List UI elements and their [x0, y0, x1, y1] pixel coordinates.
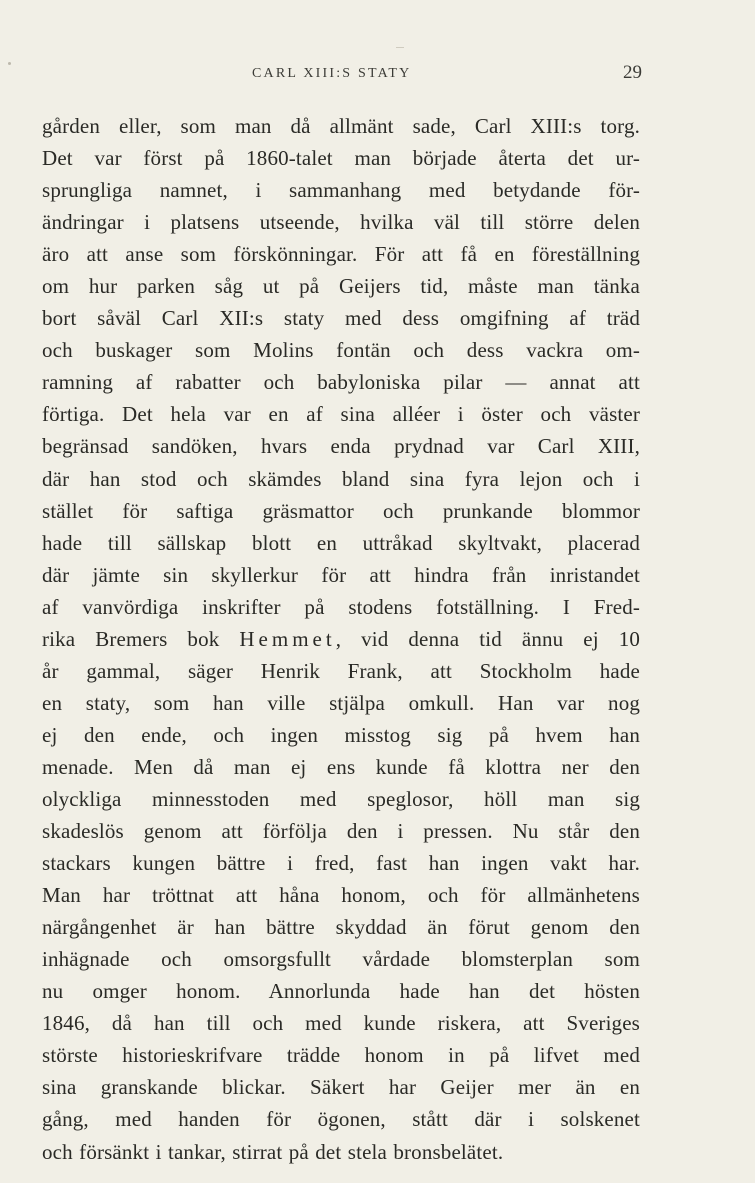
text-line: en staty, som han ville stjälpa omkull. Han var nog	[42, 690, 640, 715]
book-title: Hemmet	[239, 626, 336, 651]
text-line: år gammal, säger Henrik Frank, att Stockholm hade	[42, 658, 640, 683]
text-line: inhägnade och omsorgsfullt vårdade blomsterplan som	[42, 947, 640, 972]
text-line: sprungliga namnet, i sammanhang med betydande för-	[42, 178, 640, 203]
page-number: 29	[623, 62, 642, 83]
line-part: rika Bremers bok	[42, 626, 240, 651]
text-line: af vanvördiga inskrifter på stodens fotställning. I Fred-	[42, 594, 640, 619]
running-head: CARL XIII:S STATY	[252, 66, 412, 81]
text-line: där han stod och skämdes bland sina fyra lejon och i	[42, 466, 640, 491]
text-line: 1846, då han till och med kunde riskera, att Sveriges	[42, 1011, 640, 1036]
page-header	[42, 60, 642, 88]
text-line: Det var först på 1860-talet man började återta det ur-	[42, 146, 640, 171]
text-line: ej den ende, och ingen misstog sig på hvem han	[42, 722, 640, 747]
text-line: skadeslös genom att förfölja den i pressen. Nu står den	[42, 819, 640, 844]
margin-mark	[8, 62, 11, 65]
text-line: ändringar i platsens utseende, hvilka väl till större delen	[42, 210, 640, 235]
text-line: begränsad sandöken, hvars enda prydnad var Carl XIII,	[42, 434, 640, 459]
text-line: bort såväl Carl XII:s staty med dess omgifning af träd	[42, 306, 640, 331]
text-line: och buskager som Molins fontän och dess vackra om-	[42, 338, 640, 363]
text-line: Man har tröttnat att håna honom, och för allmänhetens	[42, 883, 640, 908]
text-line: där jämte sin skyllerkur för att hindra från inristandet	[42, 562, 640, 587]
text-line: hade till sällskap blott en uttråkad skyltvakt, placerad	[42, 530, 640, 555]
text-line: närgångenhet är han bättre skyddad än förut genom den	[42, 915, 640, 940]
text-line: stackars kungen bättre i fred, fast han ingen vakt har.	[42, 851, 640, 876]
text-line: gång, med handen för ögonen, stått där i solskenet	[42, 1107, 640, 1132]
text-line: sina granskande blickar. Säkert har Geijer mer än en	[42, 1075, 640, 1100]
line-part: , vid denna tid ännu ej 10	[335, 626, 641, 651]
text-line: stället för saftiga gräsmattor och prunkande blommor	[42, 498, 640, 523]
text-line: störste historieskrifvare trädde honom in på lifvet med	[42, 1043, 640, 1068]
text-line: förtiga. Det hela var en af sina alléer i öster och väster	[42, 402, 640, 427]
text-line-with-title	[42, 623, 640, 655]
top-mark	[396, 47, 404, 48]
text-line: och försänkt i tankar, stirrat på det stela bronsbelätet.	[42, 1139, 504, 1164]
text-line: äro att anse som förskönningar. För att få en föreställning	[42, 242, 640, 267]
text-line: gården eller, som man då allmänt sade, Carl XIII:s torg.	[42, 114, 640, 138]
body-text	[42, 110, 640, 1168]
text-line: menade. Men då man ej ens kunde få klottra ner den	[42, 754, 640, 779]
text-line: olyckliga minnesstoden med speglosor, höll man sig	[42, 786, 640, 811]
text-line: nu omger honom. Annorlunda hade han det hösten	[42, 979, 640, 1004]
text-line: ramning af rabatter och babyloniska pilar — annat att	[42, 370, 640, 395]
text-line: om hur parken såg ut på Geijers tid, måste man tänka	[42, 274, 640, 299]
